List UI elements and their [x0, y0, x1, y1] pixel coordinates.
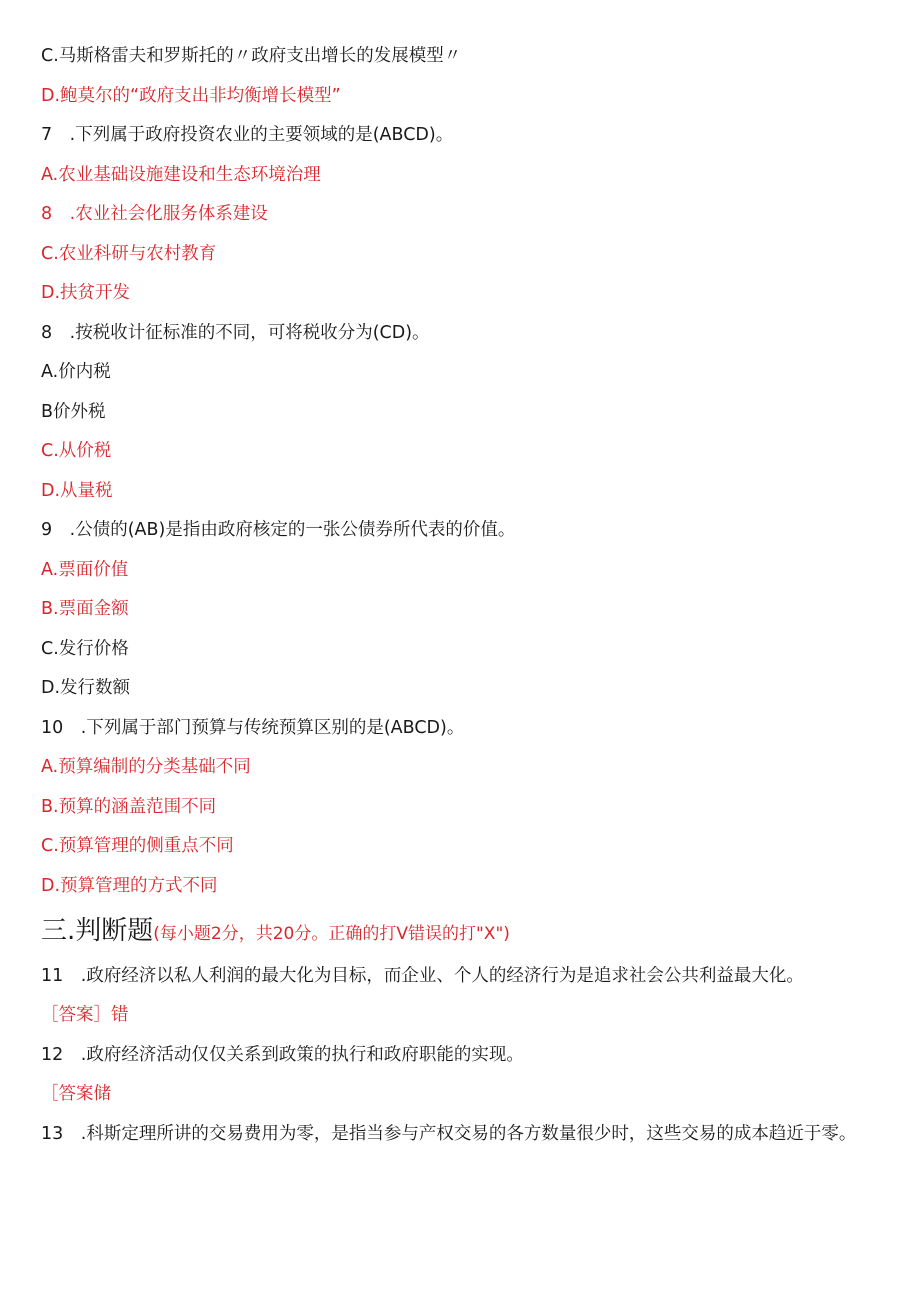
- option-b-q8: B价外税: [41, 402, 106, 422]
- question-13: 13 .科斯定理所讲的交易费用为零，是指当参与产权交易的各方数量很少时，这些交易的成本趋近于零。: [41, 1124, 857, 1144]
- answer-11: ［答案］错: [41, 1005, 129, 1025]
- section-title: 三.判断题: [41, 916, 154, 946]
- option-d-q10-answer: D.预算管理的方式不同: [41, 876, 218, 896]
- option-d-q9: D.发行数额: [41, 678, 131, 698]
- option-c-q9: C.发行价格: [41, 639, 129, 659]
- option-d-q8-answer: D.从量税: [41, 481, 113, 501]
- option-b-q9-answer: B.票面金额: [41, 599, 129, 619]
- option-c-q10-answer: C.预算管理的侧重点不同: [41, 836, 234, 856]
- option-b-q10-answer: B.预算的涵盖范围不同: [41, 797, 217, 817]
- option-d-q6-answer: D.鲍莫尔的“政府支出非均衡增长模型”: [41, 86, 341, 106]
- option-a-q10-answer: A.预算编制的分类基础不同: [41, 757, 251, 777]
- option-a-q7-answer: A.农业基础设施建设和生态环境治理: [41, 165, 321, 185]
- option-c-q8-answer: C.从价税: [41, 441, 112, 461]
- question-10: 10 .下列属于部门预算与传统预算区别的是(ABCD)。: [41, 718, 465, 738]
- question-9: 9 .公债的(AB)是指由政府核定的一张公债券所代表的价值。: [41, 520, 516, 540]
- answer-12: ［答案储: [41, 1084, 111, 1104]
- option-c-q7-answer: C.农业科研与农村教育: [41, 244, 217, 264]
- option-b-q7-answer: 8 .农业社会化服务体系建设: [41, 204, 268, 224]
- option-a-q9-answer: A.票面价值: [41, 560, 129, 580]
- question-11: 11 .政府经济以私人利润的最大化为目标，而企业、个人的经济行为是追求社会公共利益最大化。: [41, 966, 804, 986]
- question-7: 7 .下列属于政府投资农业的主要领域的是(ABCD)。: [41, 125, 454, 145]
- option-d-q7-answer: D.扶贫开发: [41, 283, 131, 303]
- question-12: 12 .政府经济活动仅仅关系到政策的执行和政府职能的实现。: [41, 1045, 524, 1065]
- section-note: (每小题2分，共20分。正确的打V错误的打"X"): [153, 924, 510, 944]
- section-heading: [41, 916, 510, 946]
- question-8: 8 .按税收计征标准的不同，可将税收分为(CD)。: [41, 323, 430, 343]
- option-a-q8: A.价内税: [41, 362, 111, 382]
- option-c-q6: C.马斯格雷夫和罗斯托的〃政府支出增长的发展模型〃: [41, 46, 462, 66]
